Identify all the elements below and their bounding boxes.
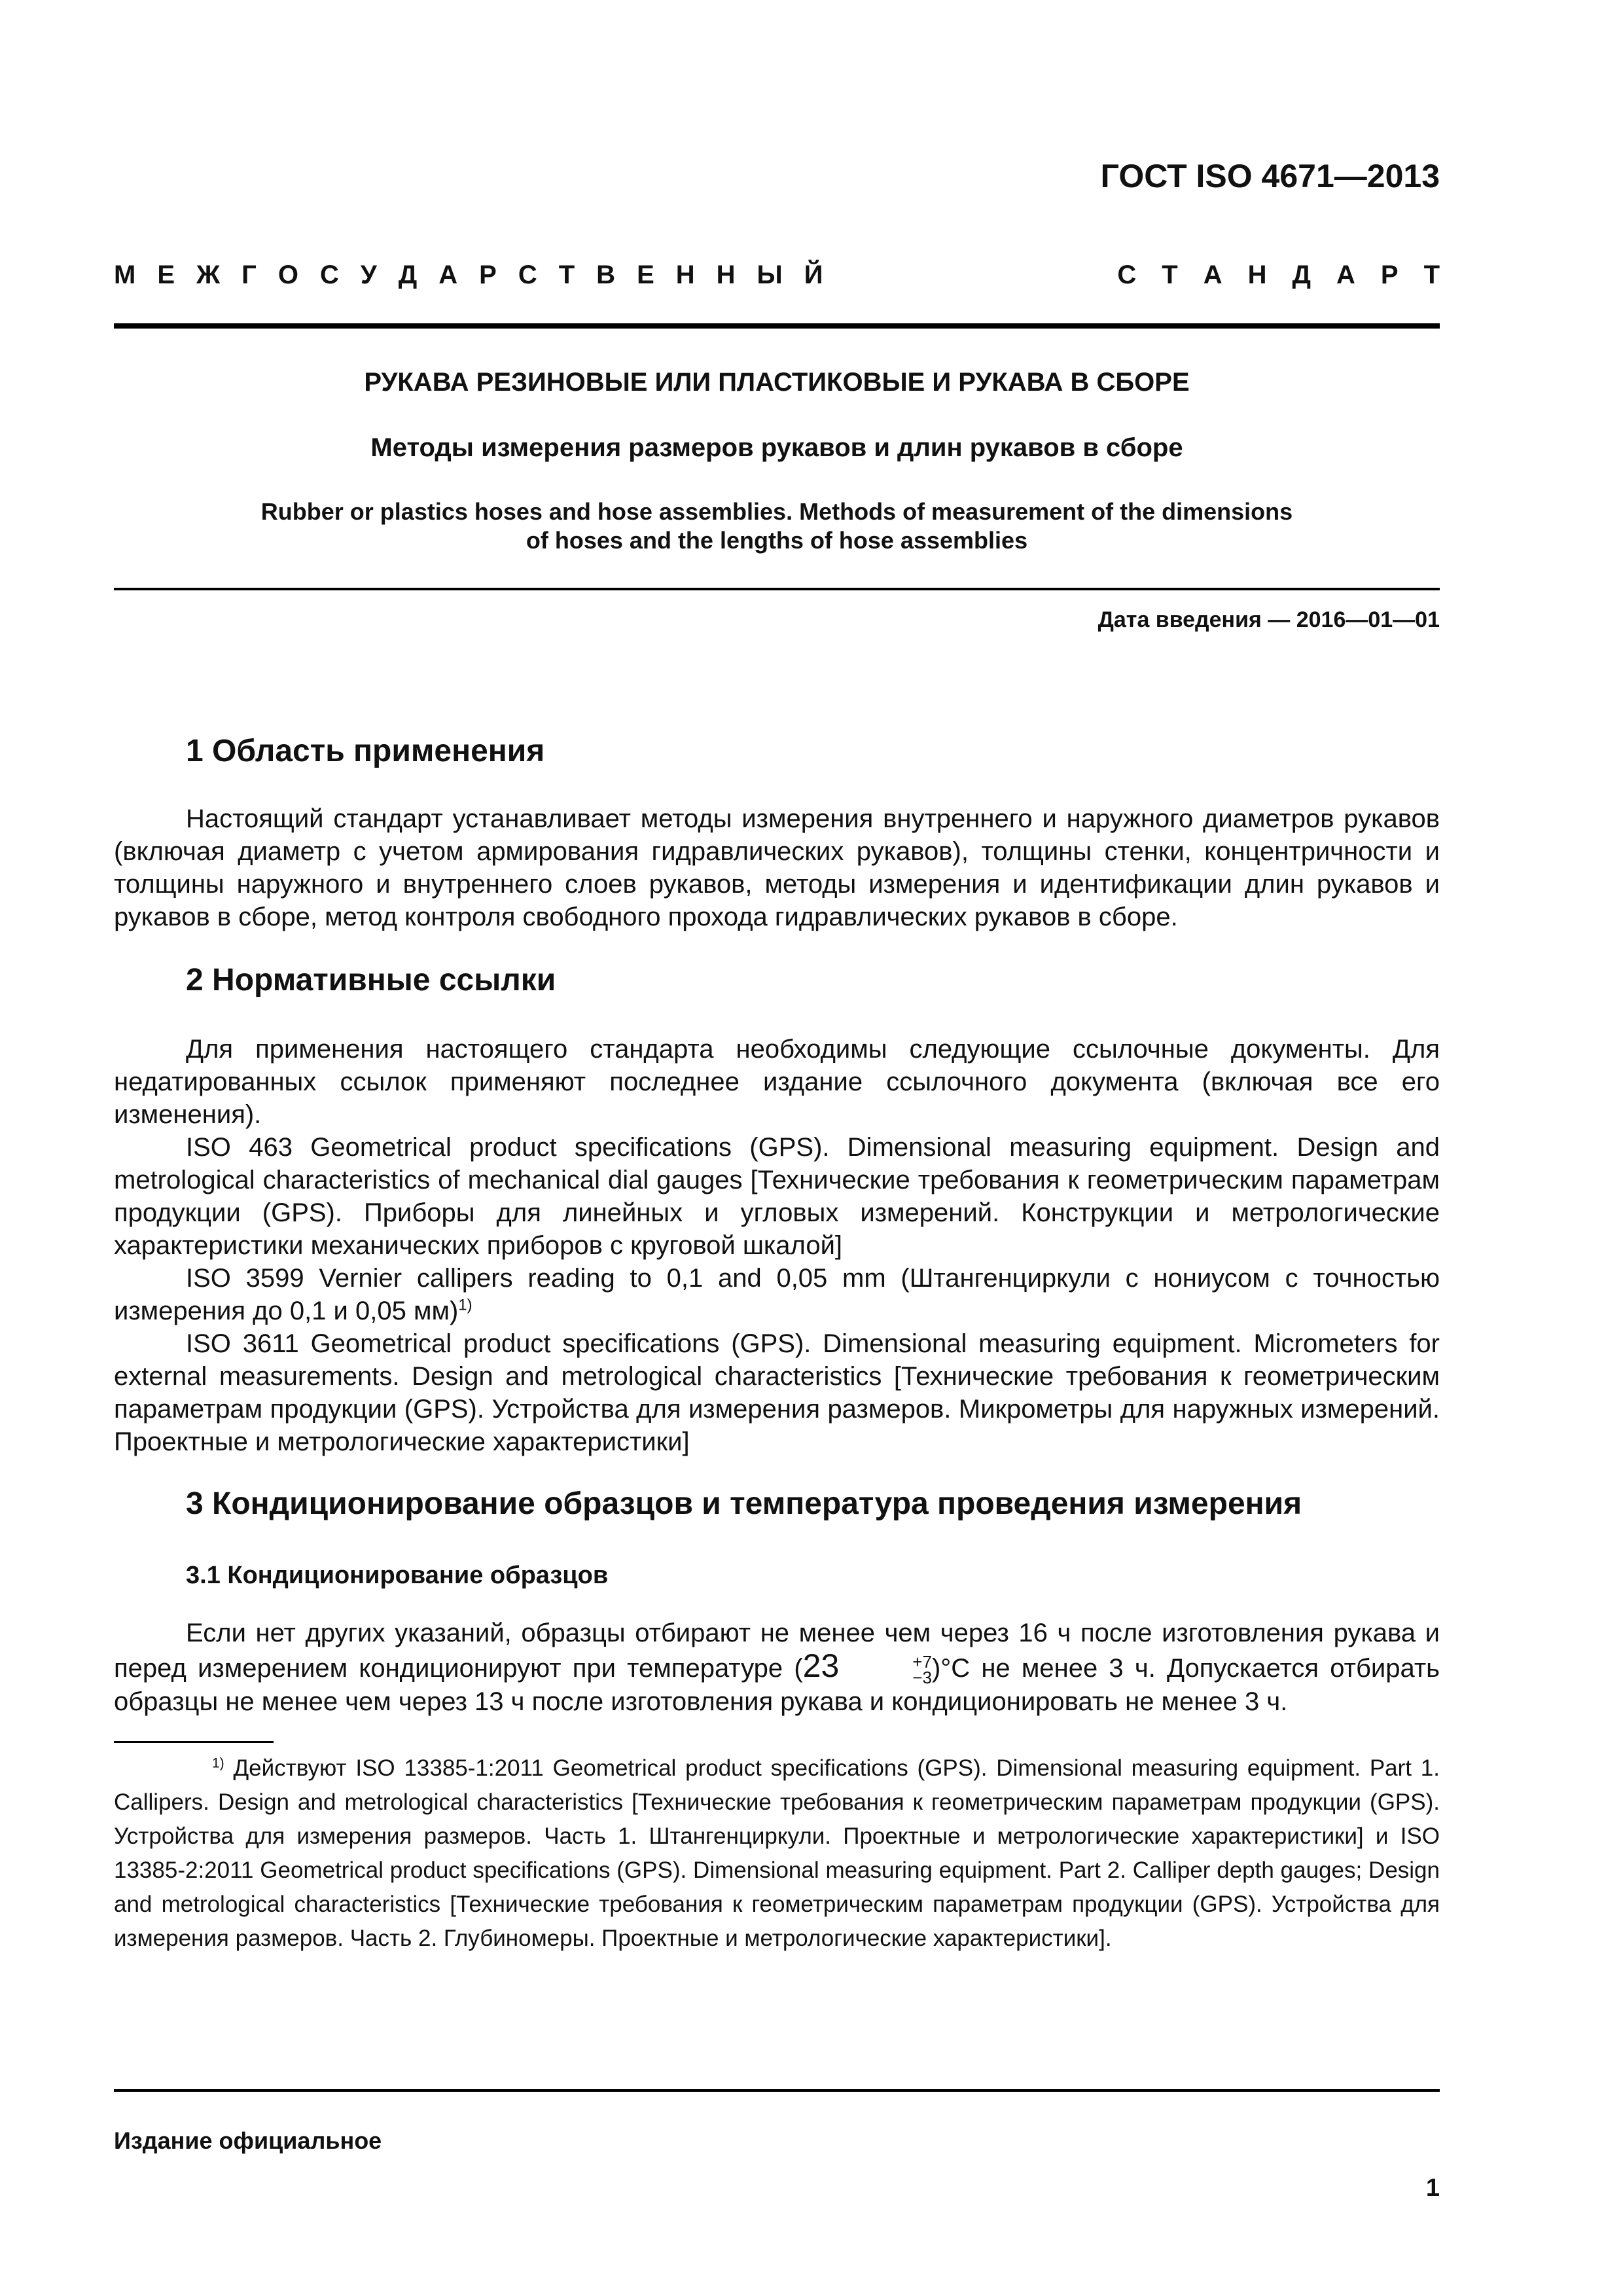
temperature-value: 23 — [802, 1647, 840, 1684]
title-divider — [114, 588, 1440, 590]
document-code: ГОСТ ISO 4671—2013 — [1100, 158, 1440, 194]
section-1-heading: 1 Область применения — [186, 734, 545, 768]
title-en-line-1: Rubber or plastics hoses and hose assemblies. Methods of measurement of the dimensions — [260, 498, 1293, 525]
top-thick-rule — [114, 323, 1440, 329]
section-2-intro: Для применения настоящего стандарта необходимы следующие ссылочные документы. Для недатированных ссылок применяют последнее издание ссылочного документа (включая все его изменения). — [114, 1035, 1440, 1129]
section-2-heading: 2 Нормативные ссылки — [186, 963, 556, 997]
standard-type-line — [114, 260, 1440, 290]
footnote-marker: 1) — [212, 1755, 224, 1771]
reference-iso-463: ISO 463 Geometrical product specifications (GPS). Dimensional measuring equipment. Design and metrological characteristics of mechanical dial gauges [Технические требования к геометрическим параметрам продукции (GPS). Приборы для линейных и угловых измерений. Конструкции и метрологические характеристики механических приборов с круговой шкалой] — [114, 1133, 1440, 1260]
official-edition-label: Издание официальное — [114, 2127, 382, 2154]
reference-iso-3599: ISO 3599 Vernier callipers reading to 0,1 and 0,05 mm (Штангенциркули с нониусом с точностью измерения до 0,1 и 0,05 мм)$^{1)}$ — [114, 1264, 1440, 1325]
standard-type-left: М Е Ж Г О С У Д А Р С Т В Е Н Н Ы Й — [114, 260, 823, 289]
temperature-tolerance: +7 −3 — [912, 1652, 932, 1688]
reference-iso-3611: ISO 3611 Geometrical product specifications (GPS). Dimensional measuring equipment. Micrometers for external measurements. Design and metrological characteristics [Технические требования к геометрическим параметрам продукции (GPS). Устройства для измерения размеров. Микрометры для наружных измерений. Проектные и метрологические характеристики] — [114, 1329, 1440, 1456]
section-2-body — [114, 1033, 1440, 1458]
title-ru: РУКАВА РЕЗИНОВЫЕ ИЛИ ПЛАСТИКОВЫЕ И РУКАВА В СБОРЕ — [364, 368, 1190, 397]
footer-rule — [114, 2089, 1440, 2092]
page-number: 1 — [1425, 2174, 1440, 2202]
section-3-heading: 3 Кондиционирование образцов и температура проведения измерения — [186, 1486, 1302, 1521]
section-1-text: Настоящий стандарт устанавливает методы измерения внутреннего и наружного диаметров рукавов (включая диаметр с учетом армирования гидравлических рукавов), толщины стенки, концентричности и толщины наружного и внутреннего слоев рукавов, методы измерения и идентификации длин рукавов и рукавов в сборе, метод контроля свободного прохода гидравлических рукавов в сборе. — [114, 804, 1440, 931]
standard-type-right: С Т А Н Д А Р Т — [1117, 260, 1440, 289]
section-3-1-text: Если нет других указаний, образцы отбирают не менее чем через 16 ч после изготовления рукава и перед измерением кондиционируют при температуре (23 +7 −3 )°C не менее 3 ч. Допускается отбирать образцы не менее чем через 13 ч после изготовления рукава и кондиционировать не менее 3 ч. — [114, 1619, 1440, 1717]
footnote-separator — [114, 1741, 274, 1743]
intro-date: Дата введения — 2016—01—01 — [1097, 607, 1440, 632]
title-en — [114, 497, 1440, 555]
footnote-ref: 1) — [458, 1296, 473, 1314]
title-en-line-2: of hoses and the lengths of hose assemblies — [526, 527, 1028, 554]
section-3-1-heading: 3.1 Кондиционирование образцов — [186, 1562, 609, 1589]
subtitle-ru: Методы измерения размеров рукавов и длин рукавов в сборе — [370, 433, 1183, 462]
footnote: $^{1)}$ Действуют ISO 13385-1:2011 Geometrical product specifications (GPS). Dimensional measuring equipment. Part 1. Callipers. Design and metrological characteristics [Технические требования к геометрическим параметрам продукции (GPS). Устройства для измерения размеров. Часть 1. Штангенциркули. Проектные и метрологические характеристики] и ISO 13385-2:2011 Geometrical product specifications (GPS). Dimensional measuring equipment. Part 2. Calliper depth gauges; Design and metrological characteristics [Технические требования к геометрическим параметрам продукции (GPS). Устройства для измерения размеров. Часть 2. Глубиномеры. Проектные и метрологические характеристики]. — [114, 1755, 1440, 1951]
